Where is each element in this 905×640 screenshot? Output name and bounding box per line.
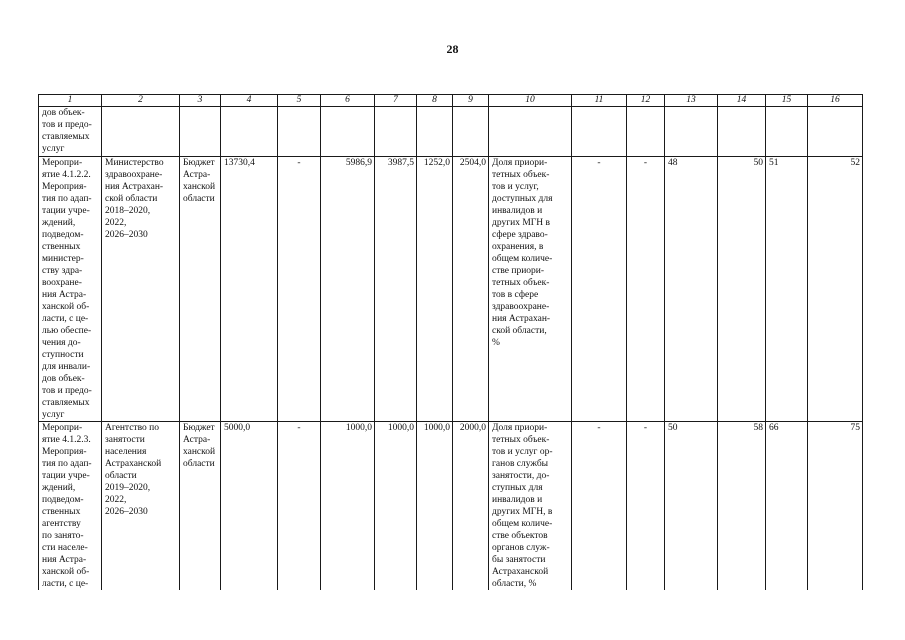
value-cell: - [572, 157, 627, 422]
empty-cell [221, 107, 278, 157]
value-cell: 50 [718, 157, 766, 422]
value-cell: 50 [665, 422, 718, 591]
empty-cell [627, 107, 665, 157]
value-cell: 2504,0 [453, 157, 489, 422]
measure-name-cell: Меропри- ятие 4.1.2.2. Мероприя- тия по адап- тации учре- ждений, подведом- ственных министер- ству здра- воохране- ния Астра- ханской об- ласти, с це- лью обеспе- чения до- ступности для инвали- дов объек- тов и предо- ставляемых услуг [39, 157, 102, 422]
column-header: 1 [39, 95, 102, 107]
column-header: 15 [766, 95, 808, 107]
table-row [39, 157, 863, 422]
indicator-cell: Доля приори- тетных объек- тов и услуг, доступных для инвалидов и других МГН в сфере здраво- охранения, в общем количе- стве приори- тетных объек- тов в сфере здравоохране- ния Астрахан- ской области, % [489, 157, 572, 422]
value-cell: 52 [808, 157, 863, 422]
column-header: 8 [417, 95, 453, 107]
empty-cell [718, 107, 766, 157]
column-header: 10 [489, 95, 572, 107]
value-cell: 3987,5 [375, 157, 417, 422]
table-row [39, 422, 863, 591]
total-amount-cell: 5000,0 [221, 422, 278, 591]
value-cell: 1000,0 [417, 422, 453, 591]
empty-cell [808, 107, 863, 157]
measure-name-cell: Меропри- ятие 4.1.2.3. Мероприя- тия по адап- тации учре- ждений, подведом- ственных агентству по занято- сти населе- ния Астра- ханской об- ласти, с це- [39, 422, 102, 591]
total-amount-cell: 13730,4 [221, 157, 278, 422]
value-cell: 58 [718, 422, 766, 591]
page-number: 28 [446, 42, 459, 56]
column-header: 11 [572, 95, 627, 107]
column-header: 14 [718, 95, 766, 107]
column-header: 4 [221, 95, 278, 107]
value-cell: 48 [665, 157, 718, 422]
empty-cell [375, 107, 417, 157]
empty-cell [766, 107, 808, 157]
empty-cell [278, 107, 321, 157]
column-header: 16 [808, 95, 863, 107]
empty-cell [453, 107, 489, 157]
empty-cell [180, 107, 221, 157]
empty-cell [321, 107, 375, 157]
executor-cell: Агентство по занятости населения Астраханской области 2019–2020, 2022, 2026–2030 [102, 422, 180, 591]
program-measures-table [38, 94, 863, 590]
column-header: 2 [102, 95, 180, 107]
column-header: 6 [321, 95, 375, 107]
indicator-cell: Доля приори- тетных объек- тов и услуг ор- ганов службы занятости, до- ступных для инвалидов и других МГН, в общем количе- стве объектов органов служ- бы занятости Астраханской области, % [489, 422, 572, 591]
value-cell: - [627, 157, 665, 422]
measure-name-cell: дов объек- тов и предо- ставляемых услуг [39, 107, 102, 157]
value-cell: 1252,0 [417, 157, 453, 422]
column-header: 13 [665, 95, 718, 107]
continuation-row [39, 107, 863, 157]
column-header: 3 [180, 95, 221, 107]
funding-source-cell: Бюджет Астра- ханской области [180, 422, 221, 591]
value-cell: 66 [766, 422, 808, 591]
value-cell: - [572, 422, 627, 591]
value-cell: 75 [808, 422, 863, 591]
funding-source-cell: Бюджет Астра- ханской области [180, 157, 221, 422]
value-cell: 1000,0 [321, 422, 375, 591]
column-number-row [39, 95, 863, 107]
value-cell: 1000,0 [375, 422, 417, 591]
value-cell: 51 [766, 157, 808, 422]
column-header: 9 [453, 95, 489, 107]
empty-cell [417, 107, 453, 157]
column-header: 5 [278, 95, 321, 107]
column-header: 7 [375, 95, 417, 107]
value-cell: - [278, 422, 321, 591]
empty-cell [102, 107, 180, 157]
value-cell: 5986,9 [321, 157, 375, 422]
executor-cell: Министерство здравоохране- ния Астрахан- ской области 2018–2020, 2022, 2026–2030 [102, 157, 180, 422]
value-cell: - [278, 157, 321, 422]
empty-cell [489, 107, 572, 157]
column-header: 12 [627, 95, 665, 107]
value-cell: - [627, 422, 665, 591]
empty-cell [665, 107, 718, 157]
empty-cell [572, 107, 627, 157]
value-cell: 2000,0 [453, 422, 489, 591]
